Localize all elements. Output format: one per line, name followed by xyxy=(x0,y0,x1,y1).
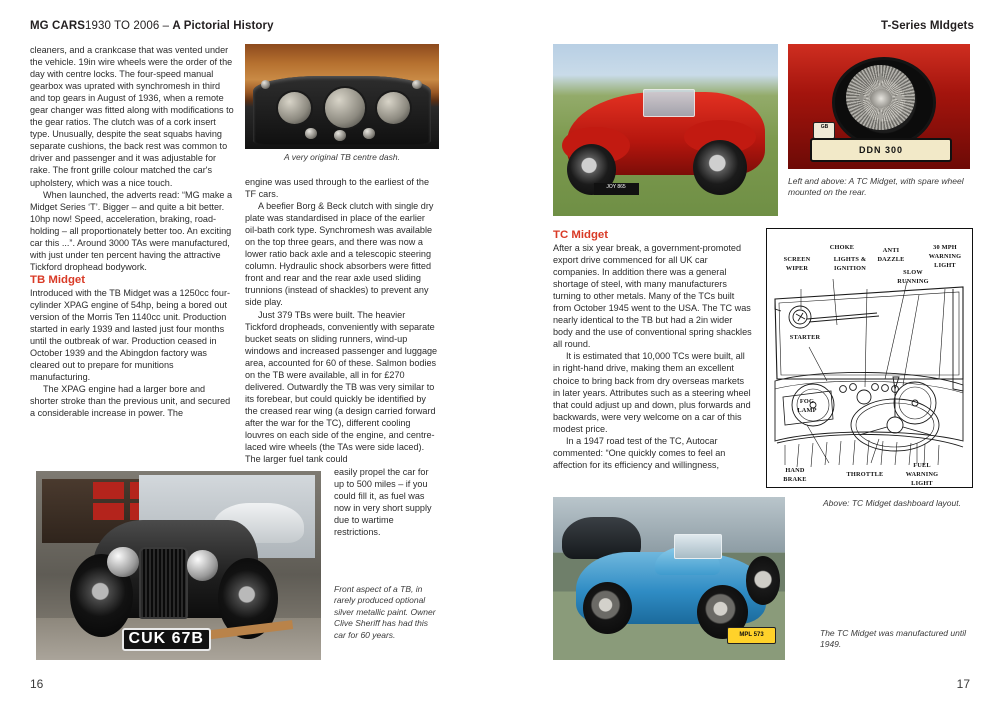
caption-tb-centre-dash: A very original TB centre dash. xyxy=(284,152,400,162)
label-anti-dazzle: ANTI xyxy=(882,247,900,254)
right-column-one xyxy=(553,228,753,471)
paragraph: engine was used through to the earliest of the TF cars. xyxy=(245,177,430,200)
paragraph: After a six year break, a government-promoted export drive commenced for all UK car companies. In addition there was a general shortage of steel, with many manufacturers turning to other metals. Many of the TCs built from October 1945 went to the USA. The TC was nearly identical to the TB but had a 2in wider body and the use of conventional spring shackles all round. xyxy=(553,243,752,350)
svg-text:BRAKE: BRAKE xyxy=(783,476,807,483)
caption-blue-tc: The TC Midget was manufactured until 1949. xyxy=(820,628,966,650)
paragraph: A beefier Borg & Beck clutch with single dry plate was standardised in place of the earlier oil-bath cork type. Synchromesh was available on the top three gears, and there was now a lower ratio back axle and a telescopic steering column. Hydraulic shock absorbers were fitted front and rear and the rear axle used sliding trunnions (instead of shackles) to prevent any side play. xyxy=(245,201,434,308)
page-number-right: 17 xyxy=(956,677,970,691)
paragraph: In a 1947 road test of the TC, Autocar commented: “One quickly comes to feel an affection for its efficiency and willingness, xyxy=(553,435,726,470)
label-fog-lamp: FOG xyxy=(799,398,815,405)
paragraph: Just 379 TBs were built. The heavier Tickford dropheads, conveniently with separate bucket seats on sliding runners, wind-up windows and increased passenger and luggage area, accounted for 60 of these. Salmon bodies on the TB were available, all in for £270 delivered. Outwardly the TB was very similar to its forebear, but could quickly be identified by the creased rear wing (a design carried forward after the war for the TC), different cooling louvres on each side of the engine, and centre-laced wire wheels (the TAs were side laced). The larger fuel tank could xyxy=(245,309,438,465)
label-throttle: THROTTLE xyxy=(846,471,884,478)
dashboard-linework xyxy=(767,229,972,487)
photo-blue-tc-midget xyxy=(553,497,785,660)
svg-text:IGNITION: IGNITION xyxy=(833,265,867,272)
photo-tb-centre-dash xyxy=(245,44,439,149)
running-head-left xyxy=(30,20,274,32)
left-column-two xyxy=(245,176,439,465)
paragraph: cleaners, and a crankcase that was vented under the vehicle. 19in wire wheels were the order of the day with centre locks. The four-speed manual gearbox was uprated with synchromesh in third and top gears in August of 1936, when a remote gear changer was fitted along with modifications to the gear ratios. The clutch was of a cork insert type. Unusually, despite the seat squabs having separate cushions, the back rest was common to driver and passenger and it was adjustable for rake. The front grille colour matched the car's upholstery, which was a nice touch. xyxy=(30,45,234,188)
running-head-title: A Pictorial History xyxy=(172,20,274,32)
label-hand-brake: HAND xyxy=(785,467,805,474)
svg-text:LAMP: LAMP xyxy=(797,407,817,414)
caption-tb-front-garage: Front aspect of a TB, in rarely produced optional silver metallic paint. Owner Clive Sheriff has had this car for 60 years. xyxy=(334,584,436,640)
running-head-range: 1930 TO 2006 – xyxy=(85,20,173,32)
subhead-tb-midget: TB Midget xyxy=(30,273,86,286)
subhead-tc-midget: TC Midget xyxy=(553,229,609,241)
label-lights-ignition: LIGHTS & xyxy=(833,256,867,263)
running-head-right: T-Series MIdgets xyxy=(881,20,974,32)
paragraph: When launched, the adverts read: “MG make a Midget Series ‘T’. Bigger – and quite a bit better. 10hp now! Speed, acceleration, braking, road-holding – all proportionately better too. An exciting car this ...”. Around 3000 TAs were manufactured, with just under ten percent having the attractive Tickford drophead bodywork. xyxy=(30,189,233,272)
svg-text:LIGHT: LIGHT xyxy=(911,480,933,487)
photo-plate-mpl573: MPL 573 xyxy=(727,627,775,644)
svg-text:DAZZLE: DAZZLE xyxy=(877,256,905,263)
svg-text:WIPER: WIPER xyxy=(785,265,809,272)
left-column-one xyxy=(30,44,235,419)
left-column-two-wrap xyxy=(334,466,440,538)
photo-red-tc-midget xyxy=(553,44,778,216)
photo-tb-front-garage xyxy=(36,471,321,660)
diagram-labels xyxy=(783,244,961,487)
label-choke: CHOKE xyxy=(829,244,855,251)
photo-badge-gb: GB xyxy=(813,122,835,139)
paragraph: It is estimated that 10,000 TCs were built, all in right-hand drive, making them an excellent choice to bring back from dry overseas markets in later years. Attributes such as a steering wheel that could adjust up and down, plus forwards and backwards, were very welcome on a car of this modest price. xyxy=(553,351,751,434)
photo-tc-rear-spare-wheel xyxy=(788,44,970,169)
paragraph: The XPAG engine had a larger bore and shorter stroke than the previous unit, and secured a considerable increase in power. The xyxy=(30,384,231,419)
label-fuel-warning: FUEL xyxy=(913,462,931,469)
paragraph: easily propel the car for up to 500 miles – if you could fill it, as fuel was now in very short supply due to wartime restrictions. xyxy=(334,467,432,538)
svg-text:LIGHT: LIGHT xyxy=(934,262,956,269)
label-30mph-warning: 30 MPH xyxy=(933,244,957,251)
diagram-tc-dashboard xyxy=(766,228,973,488)
svg-text:RUNNING: RUNNING xyxy=(897,278,929,285)
running-head-brand: MG CARS xyxy=(30,20,86,32)
svg-text:WARNING: WARNING xyxy=(928,253,962,260)
photo-plate-ddn300: DDN 300 xyxy=(810,138,952,162)
photo-plate-cuk67b: CUK 67B xyxy=(122,628,212,651)
caption-tc-rear: Left and above: A TC Midget, with spare wheel mounted on the rear. xyxy=(788,176,964,198)
label-slow-running: SLOW xyxy=(903,269,923,276)
page-number-left: 16 xyxy=(30,677,44,691)
caption-dashboard: Above: TC Midget dashboard layout. xyxy=(823,498,961,508)
paragraph: Introduced with the TB Midget was a 1250cc four-cylinder XPAG engine of 54hp, being a bored out version of the Morris Ten 1140cc unit. Production started in early 1939 and lasted just four months until the outbreak of war. Production ceased in October 1939 and the Abingdon factory was cleared out to prepare for munitions manufacturing. xyxy=(30,287,231,383)
label-screen-wiper: SCREEN xyxy=(783,256,811,263)
label-starter: STARTER xyxy=(789,334,821,341)
svg-text:WARNING: WARNING xyxy=(905,471,939,478)
photo-plate-joy865: JOY 865 xyxy=(594,183,639,195)
